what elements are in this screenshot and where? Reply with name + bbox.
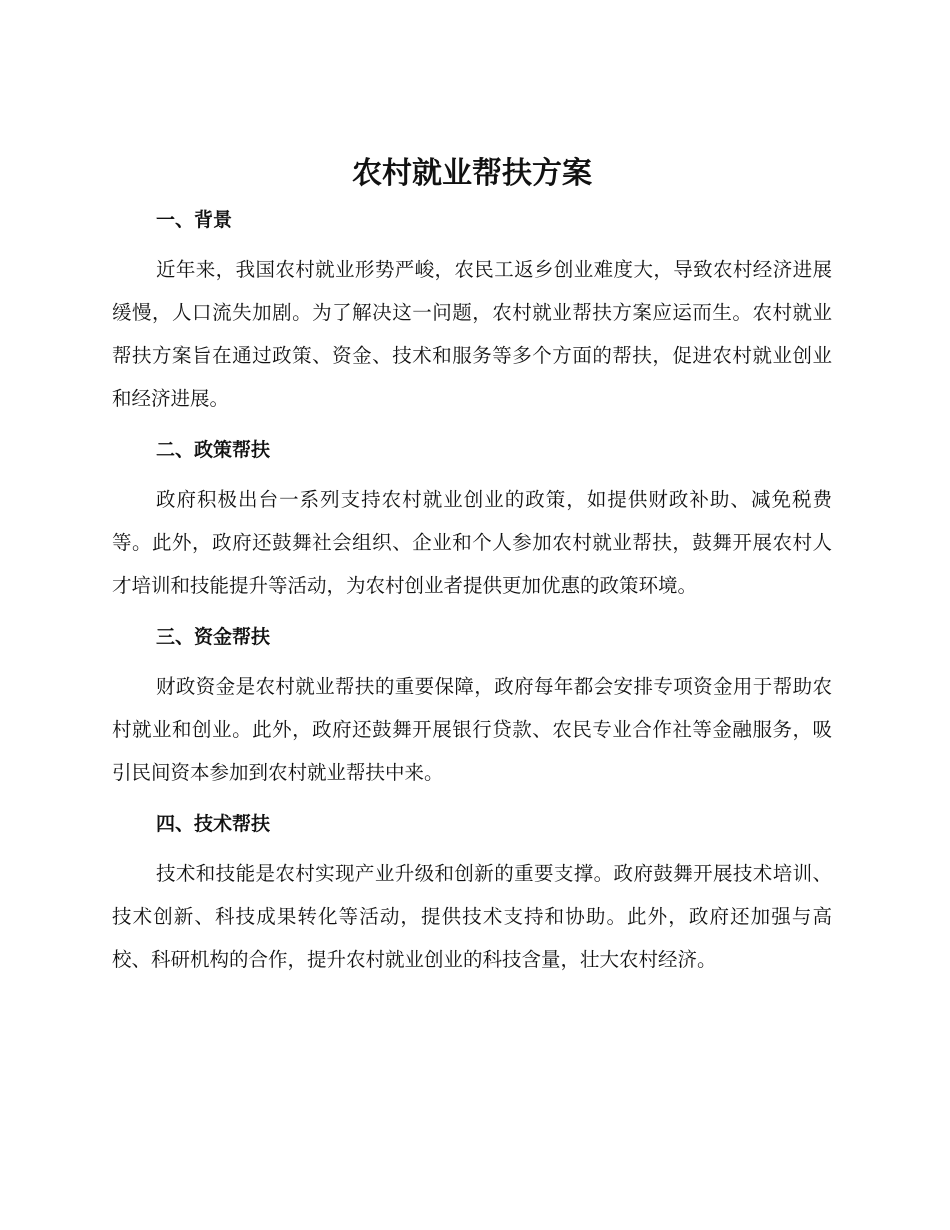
section-technical-support: [112, 806, 832, 981]
section-heading: 二、政策帮扶: [156, 439, 271, 461]
section-funding-support: [112, 619, 832, 794]
document-page: [112, 148, 832, 981]
section-paragraph: 近年来，我国农村就业形势严峻，农民工返乡创业难度大，导致农村经济进展缓慢，人口流失加剧。为了解决这一问题，农村就业帮扶方案应运而生。农村就业帮扶方案旨在通过政策、资金、技术和服务等多个方面的帮扶，促进农村就业创业和经济进展。: [112, 258, 832, 410]
document-title: 农村就业帮扶方案: [352, 156, 592, 191]
section-heading: 一、背景: [156, 209, 233, 231]
section-paragraph: 技术和技能是农村实现产业升级和创新的重要支撑。政府鼓舞开展技术培训、技术创新、科技成果转化等活动，提供技术支持和协助。此外，政府还加强与高校、科研机构的合作，提升农村就业创业的科技含量，壮大农村经济。: [112, 862, 832, 971]
section-heading: 三、资金帮扶: [156, 626, 271, 648]
section-paragraph: 政府积极出台一系列支持农村就业创业的政策，如提供财政补助、减免税费等。此外，政府还鼓舞社会组织、企业和个人参加农村就业帮扶，鼓舞开展农村人才培训和技能提升等活动，为农村创业者提供更加优惠的政策环境。: [112, 488, 832, 597]
section-heading: 四、技术帮扶: [156, 813, 271, 835]
section-paragraph: 财政资金是农村就业帮扶的重要保障，政府每年都会安排专项资金用于帮助农村就业和创业。此外，政府还鼓舞开展银行贷款、农民专业合作社等金融服务，吸引民间资本参加到农村就业帮扶中来。: [112, 675, 832, 784]
section-background: [112, 202, 832, 420]
section-policy-support: [112, 432, 832, 607]
